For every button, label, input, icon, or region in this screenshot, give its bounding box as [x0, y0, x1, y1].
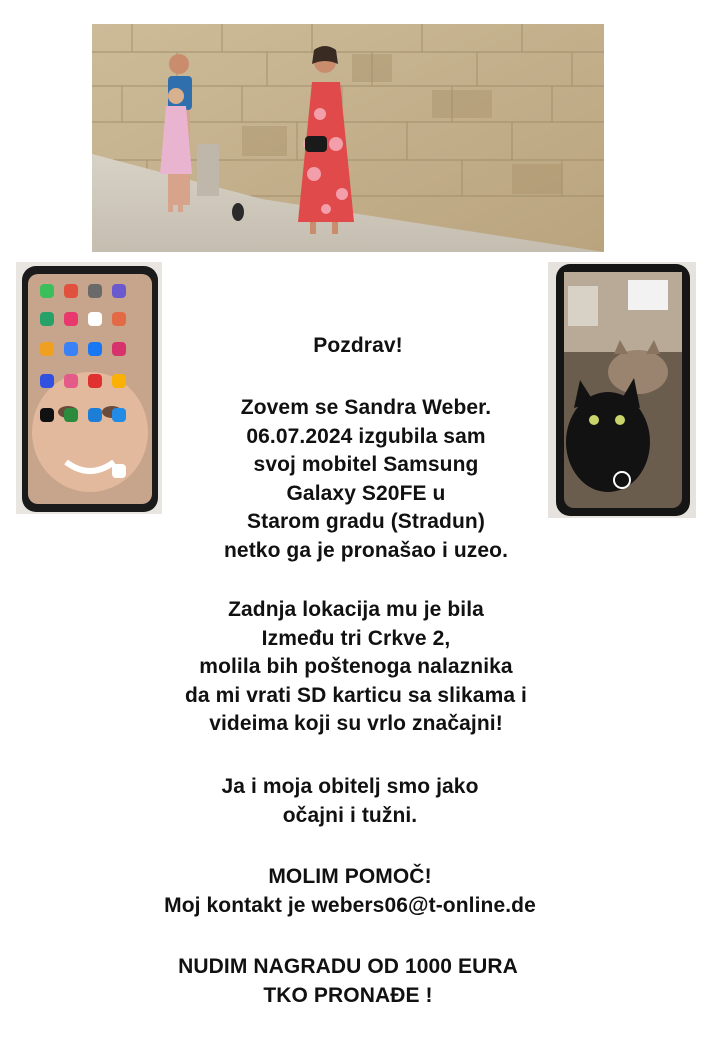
- location-line: molila bih poštenoga nalaznika: [199, 655, 513, 678]
- location-paragraph: [0, 596, 712, 739]
- greeting-text: Pozdrav!: [313, 334, 403, 357]
- intro-line: netko ga je pronašao i uzeo.: [223, 538, 509, 562]
- feelings-line: očajni i tužni.: [282, 803, 418, 827]
- help-paragraph: [0, 863, 700, 920]
- location-line: da mi vrati SD karticu sa slikama i: [184, 683, 527, 707]
- greeting: [0, 332, 716, 361]
- reward-paragraph: [0, 953, 696, 1010]
- intro-line: Galaxy S20FE u: [286, 481, 446, 505]
- help-heading: MOLIM POMOČ!: [268, 865, 432, 888]
- location-line: Između tri Crkve 2,: [261, 626, 451, 650]
- feelings-line: Ja i moja obitelj smo jako: [221, 775, 479, 798]
- contact-email: Moj kontakt je webers06@t-online.de: [164, 893, 536, 917]
- family-photo: [92, 24, 604, 252]
- intro-paragraph: [6, 394, 720, 565]
- reward-line: TKO PRONAĐE !: [263, 983, 433, 1007]
- intro-line: 06.07.2024 izgubila sam: [246, 424, 486, 448]
- location-line: Zadnja lokacija mu je bila: [228, 598, 484, 621]
- intro-line: svoj mobitel Samsung: [253, 453, 479, 476]
- reward-line: NUDIM NAGRADU OD 1000 EURA: [178, 955, 518, 978]
- location-line: videima koji su vrlo značajni!: [209, 712, 503, 735]
- family-photo-icon: [92, 24, 604, 252]
- intro-line: Starom gradu (Stradun): [247, 510, 485, 533]
- feelings-paragraph: [0, 773, 700, 830]
- intro-line: Zovem se Sandra Weber.: [240, 396, 492, 419]
